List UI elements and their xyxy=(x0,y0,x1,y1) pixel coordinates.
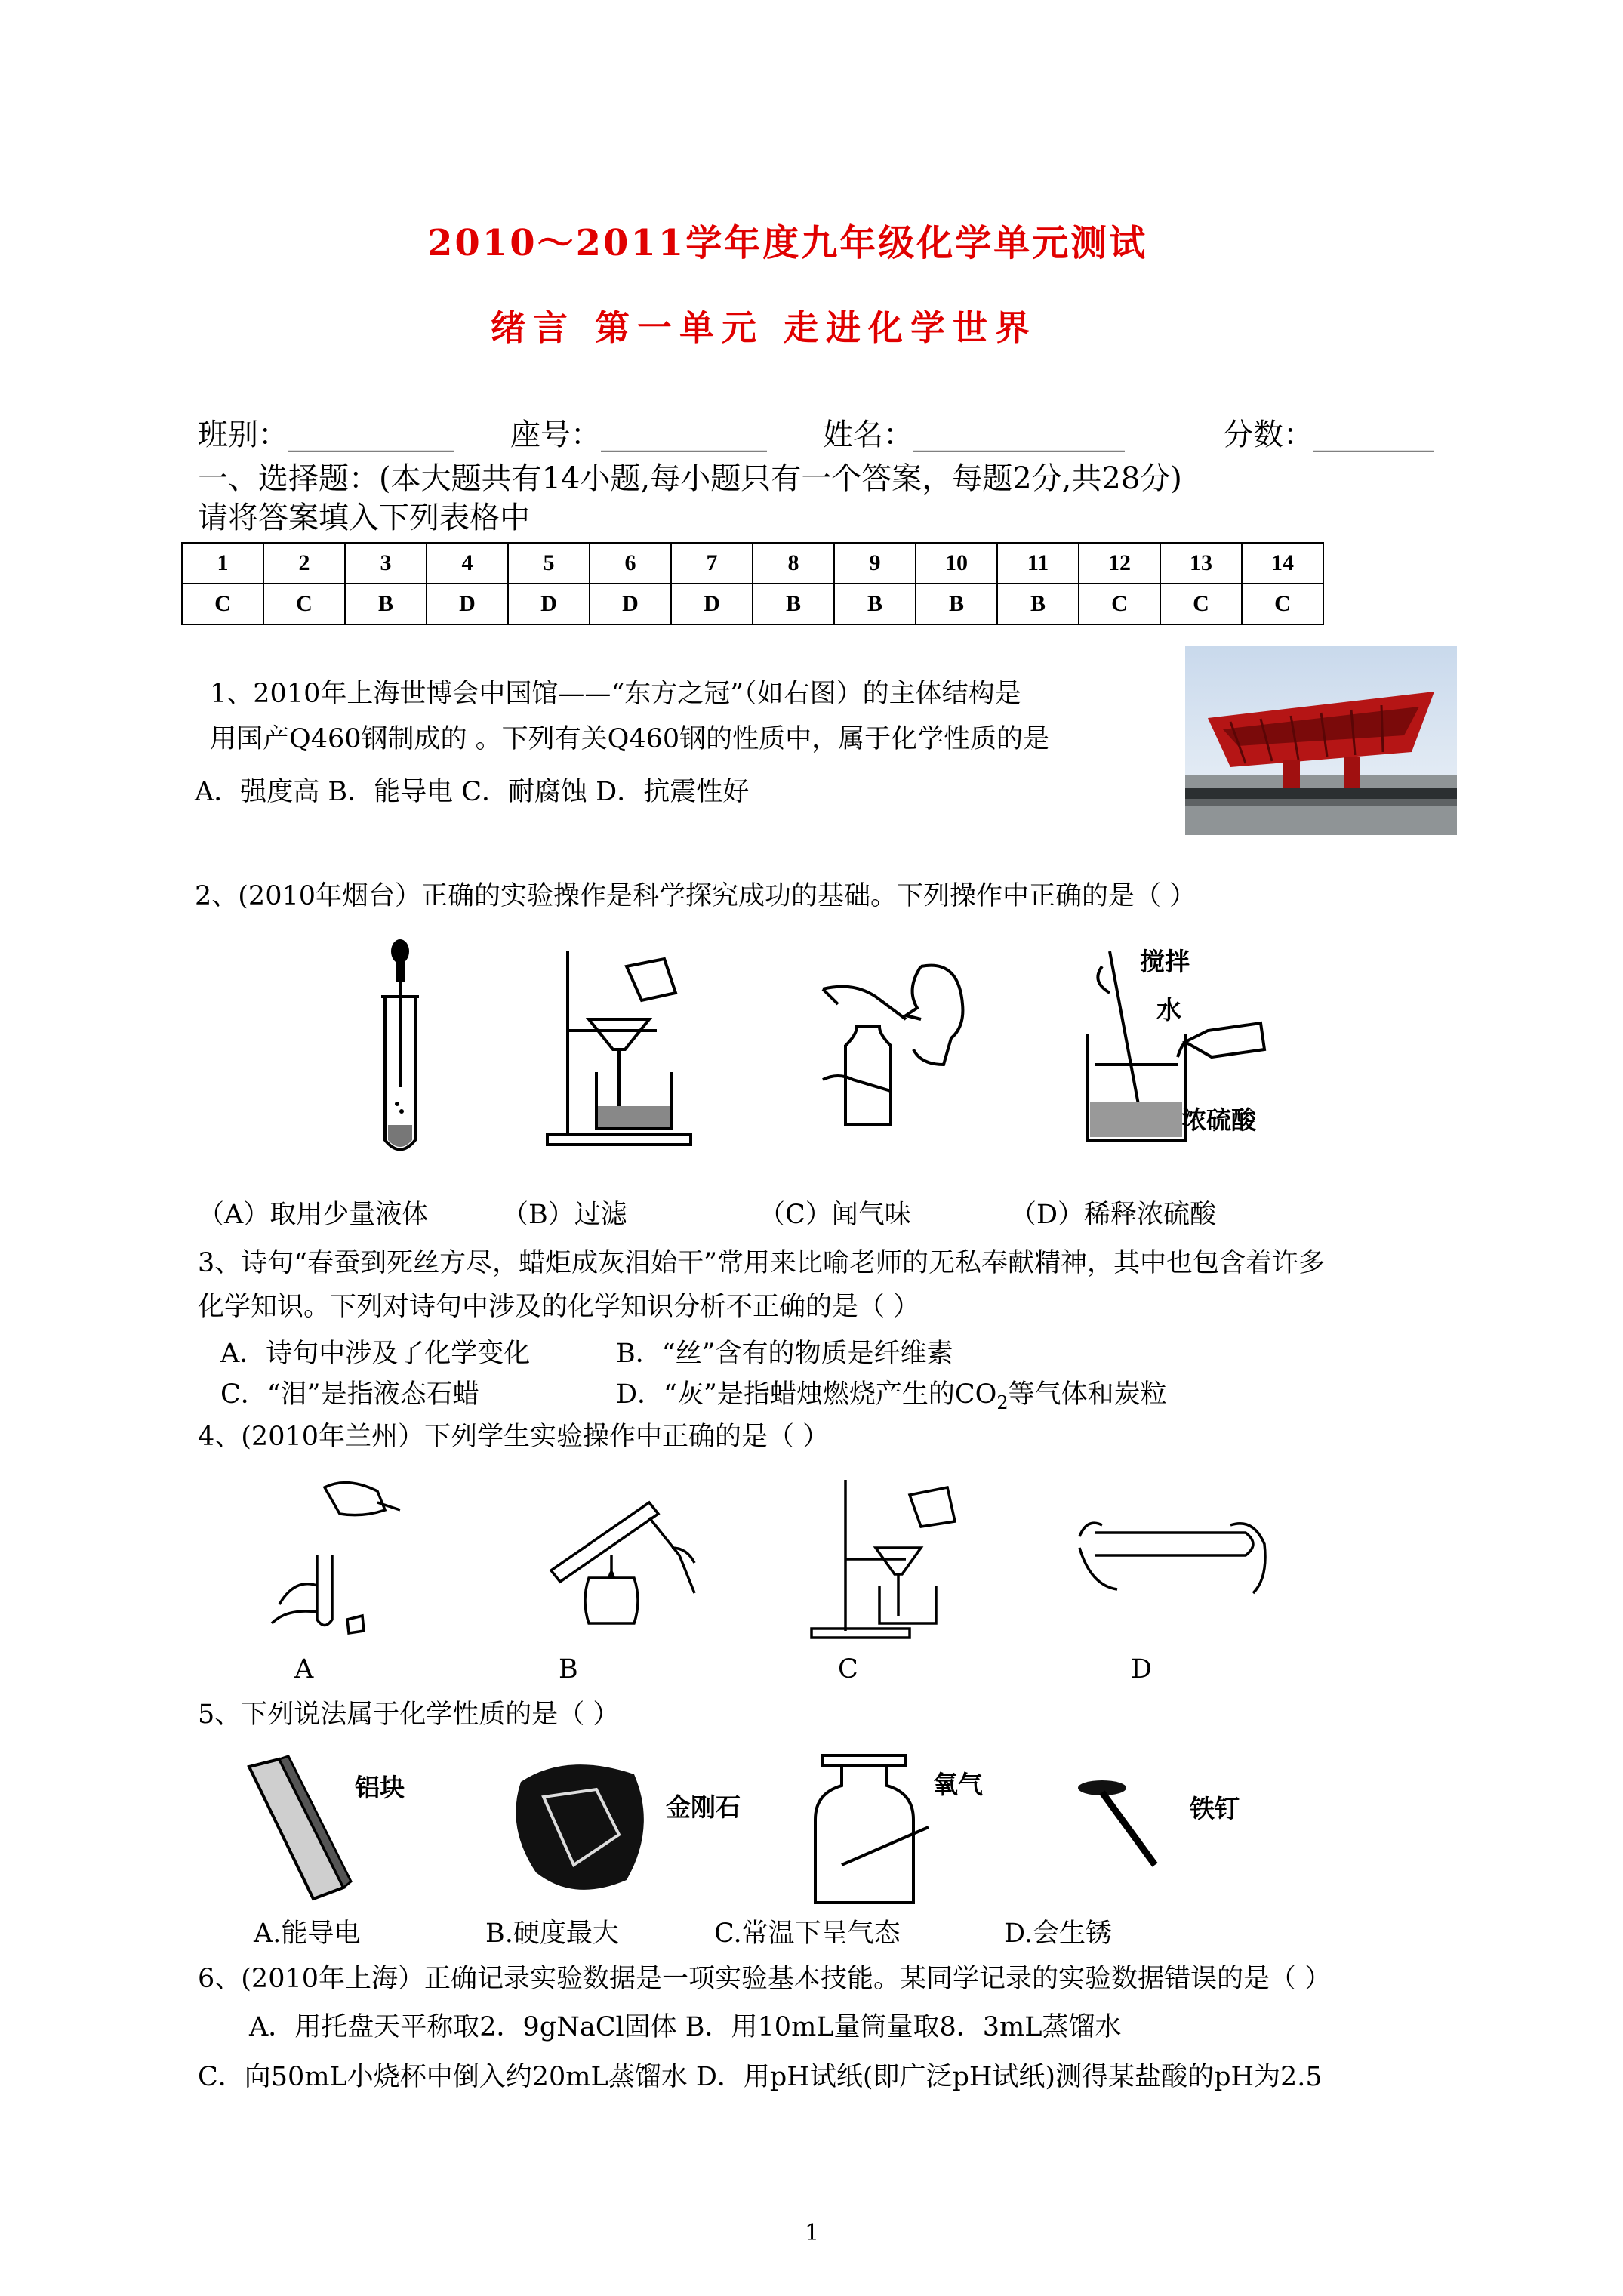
question-number-cell: 14 xyxy=(1242,543,1323,584)
q5-stem: 5、下列说法属于化学性质的是（ ） xyxy=(198,1700,620,1730)
q5-option-c: C.常温下呈气态 xyxy=(714,1918,901,1949)
q4-label-b: B xyxy=(559,1654,578,1684)
q1-options: A．强度高 B．能导电 C．耐腐蚀 D．抗震性好 xyxy=(195,777,750,807)
answer-cell[interactable]: B xyxy=(997,584,1079,624)
answer-cell[interactable]: D xyxy=(508,584,590,624)
answer-cell[interactable]: B xyxy=(345,584,427,624)
china-pavilion-photo xyxy=(1185,646,1457,835)
question-number-cell: 12 xyxy=(1079,543,1160,584)
question-number-cell: 1 xyxy=(182,543,263,584)
label-water: 水 xyxy=(1156,995,1181,1025)
answer-table-number-row xyxy=(182,543,1323,584)
q5-image-aluminum-block xyxy=(242,1752,362,1910)
page-number: 1 xyxy=(805,2220,820,2246)
answer-table xyxy=(181,542,1324,625)
answer-cell[interactable]: C xyxy=(1160,584,1242,624)
question-number-cell: 7 xyxy=(671,543,753,584)
q1-stem-line2: 用国产Q460钢制成的 。下列有关Q460钢的性质中，属于化学性质的是 xyxy=(210,724,1050,754)
q5-option-d: D.会生锈 xyxy=(1004,1918,1112,1949)
answer-cell[interactable]: C xyxy=(1079,584,1160,624)
question-number-cell: 3 xyxy=(345,543,427,584)
q4-label-c: C xyxy=(838,1654,858,1684)
q6-stem: 6、(2010年上海）正确记录实验数据是一项实验基本技能。某同学记录的实验数据错误的是（ ） xyxy=(198,1964,1332,1994)
answer-cell[interactable]: D xyxy=(427,584,508,624)
q4-image-a-pouring xyxy=(264,1472,415,1638)
section-heading: 一、选择题：(本大题共有14小题,每小题只有一个答案，每题2分,共28分) xyxy=(198,461,1182,496)
question-number-cell: 9 xyxy=(834,543,916,584)
label-stir: 搅拌 xyxy=(1140,947,1190,976)
score-field[interactable]: 分数：________ xyxy=(1223,418,1434,452)
q5-option-b: B.硬度最大 xyxy=(485,1918,619,1949)
q5-label-aluminum: 铝块 xyxy=(355,1773,405,1802)
class-field[interactable]: 班别：___________ xyxy=(198,418,454,452)
q2-image-smelling xyxy=(808,944,981,1133)
question-number-cell: 4 xyxy=(427,543,508,584)
q5-label-diamond: 金刚石 xyxy=(666,1792,741,1822)
q3-option-b: B．“丝”含有的物质是纤维素 xyxy=(616,1339,953,1369)
question-number-cell: 13 xyxy=(1160,543,1242,584)
q5-label-oxygen: 氧气 xyxy=(933,1770,983,1799)
document-title: 2010～2011学年度九年级化学单元测试 xyxy=(427,222,1148,264)
seat-field[interactable]: 座号：___________ xyxy=(510,418,767,452)
answer-cell[interactable]: B xyxy=(834,584,916,624)
question-number-cell: 2 xyxy=(263,543,345,584)
q5-option-a: A.能导电 xyxy=(254,1918,361,1949)
q3-option-c: C．“泪”是指液态石蜡 xyxy=(220,1379,479,1410)
q3-option-a: A．诗句中涉及了化学变化 xyxy=(220,1339,531,1369)
q1-stem-line1: 1、2010年上海世博会中国馆——“东方之冠”（如右图）的主体结构是 xyxy=(210,679,1021,709)
q5-image-diamond xyxy=(506,1752,657,1903)
question-number-cell: 11 xyxy=(997,543,1079,584)
q4-image-b-heating xyxy=(536,1472,710,1638)
answer-cell[interactable]: C xyxy=(263,584,345,624)
question-number-cell: 8 xyxy=(753,543,834,584)
q6-options-ab: A．用托盘天平称取2．9gNaCl固体 B．用10mL量筒量取8．3mL蒸馏水 xyxy=(249,2012,1122,2042)
q4-stem: 4、(2010年兰州）下列学生实验操作中正确的是（ ） xyxy=(198,1422,830,1452)
answer-cell[interactable]: C xyxy=(182,584,263,624)
question-number-cell: 10 xyxy=(916,543,997,584)
q2-caption-a: （A）取用少量液体 xyxy=(198,1200,429,1230)
q3-stem-line1: 3、诗句“春蚕到死丝方尽，蜡炬成灰泪始干”常用来比喻老师的无私奉献精神，其中也包含着许多 xyxy=(198,1248,1326,1278)
q3-stem-line2: 化学知识。下列对诗句中涉及的化学知识分析不正确的是（ ） xyxy=(198,1292,920,1322)
question-number-cell: 5 xyxy=(508,543,590,584)
answer-table-answer-row xyxy=(182,584,1323,624)
q5-image-oxygen-bottle xyxy=(808,1752,936,1910)
label-conc-acid: 浓硫酸 xyxy=(1181,1105,1256,1135)
answer-cell[interactable]: D xyxy=(671,584,753,624)
q4-image-d-shaking xyxy=(1072,1502,1276,1616)
q2-caption-c: （C）闻气味 xyxy=(759,1200,911,1230)
name-field[interactable]: 姓名：______________ xyxy=(823,418,1125,452)
q4-image-c-filtration xyxy=(808,1472,989,1646)
q2-caption-d: （D）稀释浓硫酸 xyxy=(1010,1200,1217,1230)
q5-label-iron-nail: 铁钉 xyxy=(1190,1794,1240,1823)
answer-cell[interactable]: B xyxy=(753,584,834,624)
q5-image-iron-nail xyxy=(1072,1767,1193,1888)
q6-options-cd: C．向50mL小烧杯中倒入约20mL蒸馏水 D．用pH试纸(即广泛pH试纸)测得某盐酸的pH为2.5 xyxy=(198,2062,1323,2092)
answer-cell[interactable]: D xyxy=(590,584,671,624)
q2-image-filtration xyxy=(544,936,710,1148)
answer-cell[interactable]: B xyxy=(916,584,997,624)
q3-option-d: D．“灰”是指蜡烛燃烧产生的$CO_2$等气体和炭粒 xyxy=(616,1379,1167,1413)
section-instruction: 请将答案填入下列表格中 xyxy=(198,501,530,535)
q4-label-a: A xyxy=(294,1654,314,1684)
q2-caption-b: （B）过滤 xyxy=(502,1200,627,1230)
q2-image-dropper xyxy=(362,936,438,1163)
q2-stem: 2、(2010年烟台）正确的实验操作是科学探究成功的基础。下列操作中正确的是（ ） xyxy=(195,881,1196,911)
answer-cell[interactable]: C xyxy=(1242,584,1323,624)
document-subtitle: 绪言 第一单元 走进化学世界 xyxy=(491,307,1038,348)
question-number-cell: 6 xyxy=(590,543,671,584)
q4-label-d: D xyxy=(1131,1654,1153,1684)
